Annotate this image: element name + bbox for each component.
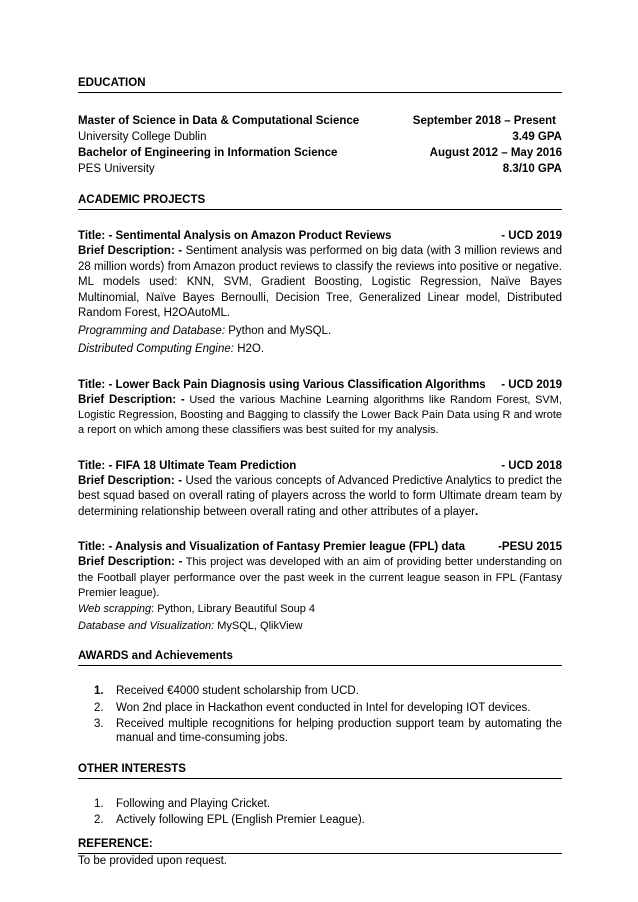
project-title-row xyxy=(78,229,562,244)
project-tag: - UCD 2019 xyxy=(501,378,562,391)
list-item xyxy=(78,701,562,716)
extra-label: Programming and Database: xyxy=(78,324,226,337)
list-item xyxy=(78,717,562,746)
institution: University College Dublin xyxy=(78,131,207,143)
list-number: 1. xyxy=(94,797,104,810)
project-extra xyxy=(78,601,562,618)
reference-text: To be provided upon request. xyxy=(78,854,227,867)
project-item xyxy=(78,229,562,358)
extra-value: : Python, Library Beautiful Soup 4 xyxy=(151,602,316,615)
education-row xyxy=(78,145,562,161)
extra-value: H2O. xyxy=(237,342,265,355)
project-title-row xyxy=(78,459,562,474)
awards-list xyxy=(78,684,562,746)
project-extra xyxy=(78,340,562,358)
description-end: . xyxy=(475,505,479,518)
description-text: Sentiment analysis was performed on big data (with 3 million reviews and 28 million words) from Amazon product reviews to classify the reviews into positive or negative. ML models used: KNN, SVM, Gradient Boosting, Logistic Regression, Naïve Bayes Multinomial, Naïve Bayes Bernoulli, Decision Tree, Generalized Linear model, Distributed Random Forest, H2OAutoML. xyxy=(78,245,562,320)
resume-page xyxy=(78,76,562,869)
education-row xyxy=(78,113,562,129)
list-number: 2. xyxy=(94,702,104,715)
project-description xyxy=(78,555,562,601)
list-item xyxy=(78,797,562,812)
projects-heading: ACADEMIC PROJECTS xyxy=(78,193,562,210)
list-text: Following and Playing Cricket. xyxy=(116,797,271,810)
reference-heading: REFERENCE: xyxy=(78,837,562,854)
project-description xyxy=(78,393,562,439)
extra-label: Web scrapping xyxy=(78,602,152,615)
degree-dates: August 2012 – May 2016 xyxy=(429,147,562,159)
gpa: 3.49 GPA xyxy=(512,131,562,143)
interests-heading: OTHER INTERESTS xyxy=(78,762,562,779)
project-tag: - UCD 2018 xyxy=(501,459,562,472)
project-title: Title: - Sentimental Analysis on Amazon Product Reviews xyxy=(78,230,392,242)
project-title: Title: - Analysis and Visualization of Fantasy Premier league (FPL) data xyxy=(78,541,466,554)
education-row xyxy=(78,129,562,145)
project-tag: -PESU 2015 xyxy=(498,541,562,554)
extra-label: Database and Visualization: xyxy=(78,619,215,632)
description-text: Used the various concepts of Advanced Predictive Analytics to predict the best squad based on overall rating of players across the world to form Ultimate dream team by determining relationship between overall rating and other attributes of a player xyxy=(78,474,562,518)
description-label: Brief Description: - xyxy=(78,245,183,257)
project-title-row xyxy=(78,540,562,555)
list-number: 1. xyxy=(94,684,104,697)
interests-list xyxy=(78,797,562,828)
project-item xyxy=(78,378,562,439)
education-list xyxy=(78,113,562,177)
list-text: Received €4000 student scholarship from UCD. xyxy=(116,684,359,697)
project-item xyxy=(78,540,562,635)
extra-value: Python and MySQL. xyxy=(228,324,332,337)
education-row xyxy=(78,161,562,177)
project-tag: - UCD 2019 xyxy=(501,230,562,242)
gpa: 8.3/10 GPA xyxy=(502,163,562,175)
list-text: Actively following EPL (English Premier League). xyxy=(116,814,365,827)
education-heading: EDUCATION xyxy=(78,76,562,93)
project-title: Title: - Lower Back Pain Diagnosis using Various Classification Algorithms xyxy=(78,378,486,391)
description-text: Used the various Machine Learning algorithms like Random Forest, SVM, Logistic Regression, Boosting and Bagging to classify the Lower Back Pain Data using R and wrote a report on which among these classifiers was best suited for my analysis. xyxy=(78,393,562,437)
project-extra xyxy=(78,618,562,635)
list-item xyxy=(78,684,562,699)
list-number: 2. xyxy=(94,814,104,827)
project-item xyxy=(78,459,562,521)
degree-dates: September 2018 – Present xyxy=(412,115,556,127)
extra-value: MySQL, QlikView xyxy=(217,619,303,632)
project-title-row xyxy=(78,378,562,393)
list-item xyxy=(78,813,562,828)
list-text: Won 2nd place in Hackathon event conducted in Intel for developing IOT devices. xyxy=(116,702,531,715)
project-extra xyxy=(78,322,562,340)
project-description xyxy=(78,474,562,521)
institution: PES University xyxy=(78,163,155,175)
project-title: Title: - FIFA 18 Ultimate Team Prediction xyxy=(78,459,297,472)
degree-title: Master of Science in Data & Computational Science xyxy=(78,115,360,127)
degree-title: Bachelor of Engineering in Information Science xyxy=(78,147,338,159)
description-label: Brief Description: - xyxy=(78,556,183,569)
list-text: Received multiple recognitions for helping production support team by automating the manual and time-consuming jobs. xyxy=(116,717,562,745)
awards-heading: AWARDS and Achievements xyxy=(78,649,562,666)
description-text: This project was developed with an aim of providing better understanding on the Football player performance over the past week in the current league season in FPL (Fantasy Premier league). xyxy=(78,556,562,599)
list-number: 3. xyxy=(94,717,104,730)
project-description xyxy=(78,244,562,322)
extra-label: Distributed Computing Engine: xyxy=(78,342,234,355)
description-label: Brief Description: - xyxy=(78,393,185,406)
description-label: Brief Description: - xyxy=(78,474,183,487)
